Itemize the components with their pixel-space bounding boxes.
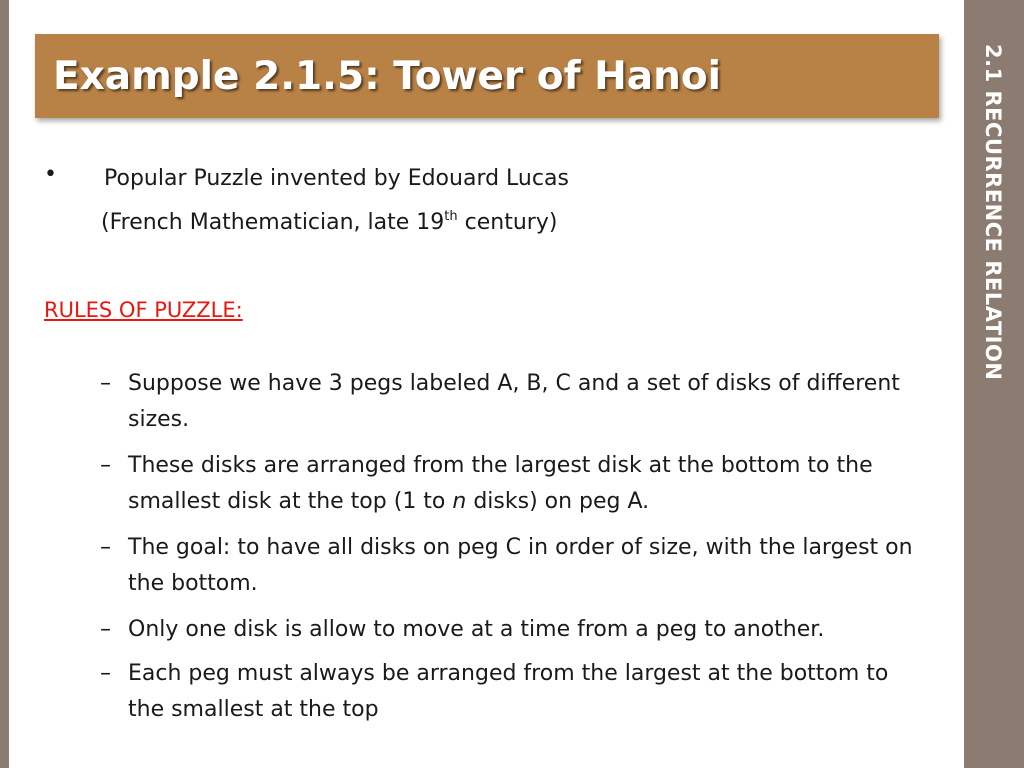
section-label: 2.1 RECURRENCE RELATION: [981, 44, 1005, 381]
title-bar: [35, 34, 939, 118]
rule-text-part: disks) on peg A.: [466, 489, 650, 514]
intro-line-2: [101, 206, 557, 240]
rule-text: Each peg must always be arranged from the largest at the bottom to the smallest at the top: [128, 661, 889, 722]
rule-text: Only one disk is allow to move at a time from a peg to another.: [128, 617, 825, 642]
rule-text: Suppose we have 3 pegs labeled A, B, C and a set of disks of different sizes.: [128, 371, 900, 432]
rule-item: [100, 448, 930, 520]
dash-marker: –: [100, 453, 111, 478]
left-border-band: [0, 0, 9, 768]
bullet-dot: •: [44, 162, 57, 187]
rules-heading: RULES OF PUZZLE:: [44, 298, 243, 322]
intro-line-2-start: (French Mathematician, late 19: [101, 210, 445, 235]
rule-text-part: These disks are arranged from the largest disk at the bottom to the smallest disk at the top (1 to: [128, 453, 873, 514]
intro-line-1: Popular Puzzle invented by Edouard Lucas: [104, 166, 569, 191]
rule-item: [100, 366, 930, 438]
rule-variable-n: n: [452, 489, 467, 514]
slide-title: Example 2.1.5: Tower of Hanoi: [53, 53, 722, 99]
dash-marker: –: [100, 661, 111, 686]
rule-text: The goal: to have all disks on peg C in order of size, with the largest on the bottom.: [128, 535, 913, 596]
dash-marker: –: [100, 535, 111, 560]
rule-item: [100, 612, 930, 648]
ordinal-superscript: th: [444, 209, 458, 224]
rule-item: [100, 530, 930, 602]
dash-marker: –: [100, 371, 111, 396]
intro-line-2-end: century): [457, 210, 558, 235]
rule-text: [128, 448, 930, 520]
rule-item: [100, 656, 930, 728]
dash-marker: –: [100, 617, 111, 642]
